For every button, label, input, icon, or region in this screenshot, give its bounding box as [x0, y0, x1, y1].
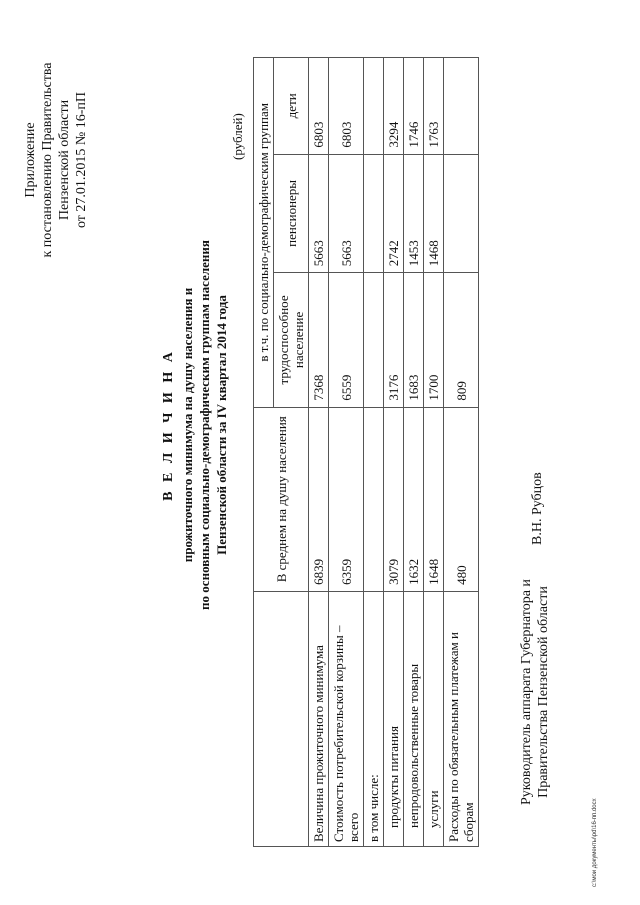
cell-average: 1632 [404, 407, 424, 591]
cell-children: 1746 [404, 58, 424, 155]
cell-working [364, 273, 384, 407]
appendix-header [22, 15, 90, 305]
cell-children: 6803 [329, 58, 364, 155]
file-path-footer: с:\мои документы\рd\16-пп.docx [592, 798, 598, 887]
cell-pensioners: 1453 [404, 154, 424, 273]
cell-children [444, 58, 479, 155]
cell-average: 3079 [384, 407, 404, 591]
cell-working: 7368 [309, 273, 329, 407]
row-label: продукты питания [384, 591, 404, 846]
table-row [424, 58, 444, 847]
cell-pensioners [364, 154, 384, 273]
title-line-3: по основным социально-демографическим группам населения [197, 240, 212, 610]
cell-pensioners: 5663 [309, 154, 329, 273]
table-row [444, 58, 479, 847]
cell-working: 809 [444, 273, 479, 407]
appendix-line-2: к постановлению Правительства [40, 62, 55, 258]
table-row [309, 58, 329, 847]
header-groups: в т.ч. по социально-демографическим группам [254, 58, 274, 408]
cell-pensioners [444, 154, 479, 273]
cell-children: 3294 [384, 58, 404, 155]
header-children: дети [274, 58, 309, 155]
cell-working: 1683 [404, 273, 424, 407]
subsistence-minimum-table [253, 57, 479, 847]
title-line-1: В Е Л И Ч И Н А [161, 349, 176, 501]
signatory-role [518, 579, 552, 805]
cell-pensioners: 2742 [384, 154, 404, 273]
cell-pensioners: 1468 [424, 154, 444, 273]
table-header-row [254, 58, 274, 847]
cell-children: 1763 [424, 58, 444, 155]
row-label: услуги [424, 591, 444, 846]
cell-average: 6839 [309, 407, 329, 591]
appendix-line-3: Пензенской области [57, 99, 72, 221]
title-line-4: Пензенской области за IV квартал 2014 года [214, 295, 229, 555]
header-working: трудоспособное население [274, 273, 309, 407]
cell-working: 1700 [424, 273, 444, 407]
row-label: в том числе: [364, 591, 384, 846]
signatory-role-line-1: Руководитель аппарата Губернатора и [519, 579, 534, 805]
signatory-role-line-2: Правительства Пензенской области [536, 586, 551, 798]
cell-average: 480 [444, 407, 479, 591]
cell-pensioners: 5663 [329, 154, 364, 273]
appendix-line-4: от 27.01.2015 № 16-пП [74, 91, 89, 229]
table-row [384, 58, 404, 847]
header-average: В среднем на душу населения [254, 407, 309, 591]
cell-working: 3176 [384, 273, 404, 407]
cell-average: 1648 [424, 407, 444, 591]
table-row [364, 58, 384, 847]
unit-label: (рублей) [230, 113, 245, 160]
row-label: непродовольственные товары [404, 591, 424, 846]
cell-children [364, 58, 384, 155]
header-pensioners: пенсионеры [274, 154, 309, 273]
header-indicator [254, 591, 309, 846]
row-label: Величина прожиточного минимума [309, 591, 329, 846]
cell-average: 6359 [329, 407, 364, 591]
table-row [329, 58, 364, 847]
cell-working: 6559 [329, 273, 364, 407]
cell-children: 6803 [309, 58, 329, 155]
appendix-line-1: Приложение [23, 122, 38, 198]
document-title [160, 115, 230, 735]
cell-average [364, 407, 384, 591]
row-label: Расходы по обязательным платежам и сборам [444, 591, 479, 846]
title-line-2: прожиточного минимума на душу населения и [180, 287, 195, 563]
signatory-name: В.Н. Рубцов [530, 472, 545, 545]
row-label: Стоимость потребительской корзины – всего [329, 591, 364, 846]
table-row [404, 58, 424, 847]
